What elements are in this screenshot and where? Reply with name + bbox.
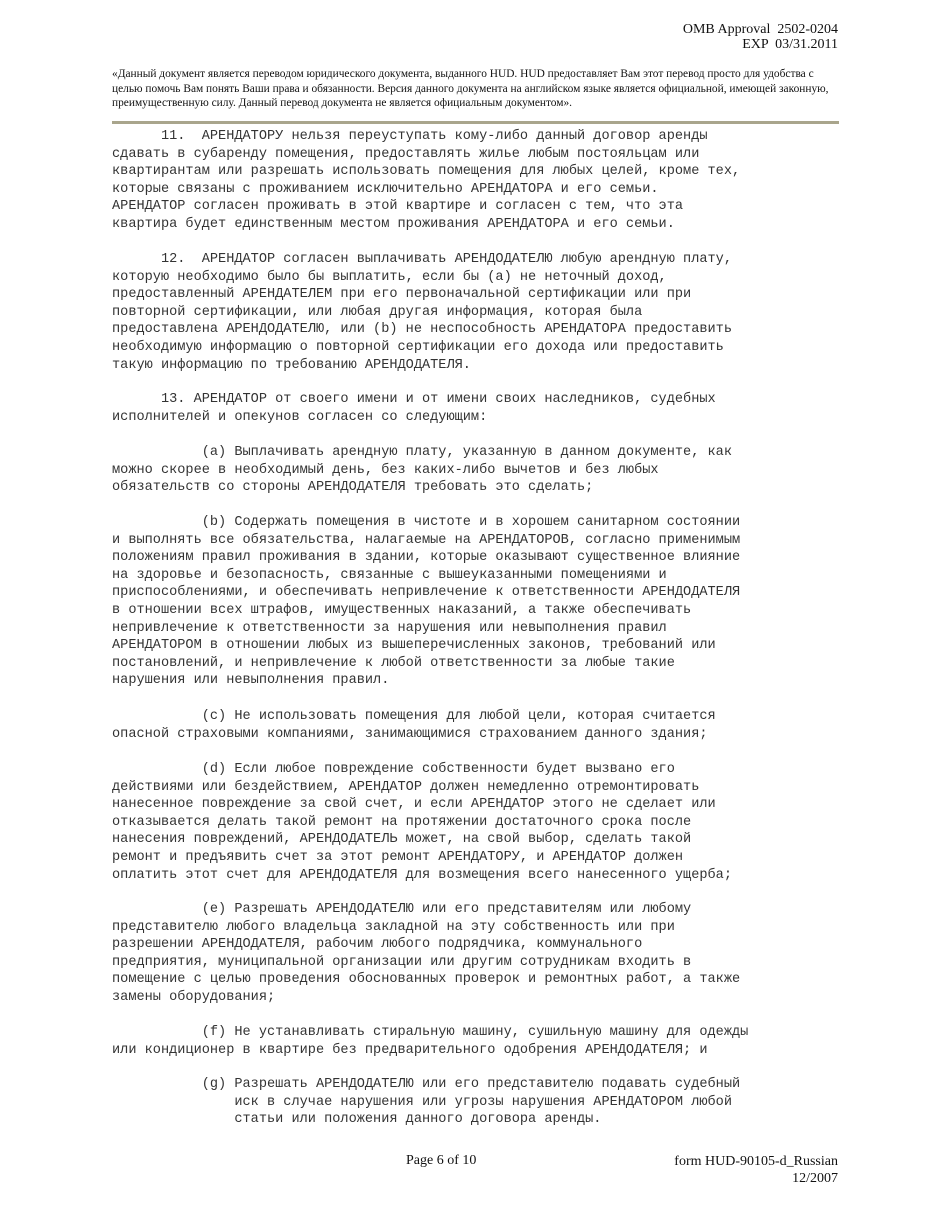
page-number: Page 6 of 10	[406, 1153, 477, 1168]
section-13-b: (b) Содержать помещения в чистоте и в хорошем санитарном состоянии и выполнять все обязательства, налагаемые на АРЕНДАТОРОВ, согласно применимым положениям правил проживания в здании, которые оказывают существенное влияние на здоровье и безопасность, связанные с вышеуказанными помещениями и приспособлениями, и обеспечивать непривлечение к ответственности АРЕНДОДАТЕЛЯ в отношении всех штрафов, имущественных наказаний, а также обеспечивать непривлечение к ответственности за нарушения или невыполнения правил АРЕНДАТОРОМ в отношении любых из вышеперечисленных законов, требований или постановлений, и непривлечение к любой ответственности за любые такие нарушения или невыполнения правил.	[112, 515, 741, 689]
omb-expiration: EXP 03/31.2011	[742, 37, 838, 52]
section-13-a: (a) Выплачивать арендную плату, указанную в данном документе, как можно скорее в необходимый день, без каких-либо вычетов и без любых обязательств со стороны АРЕНДОДАТЕЛЯ требовать это сделать;	[112, 445, 732, 496]
section-13-g: (g) Разрешать АРЕНДОДАТЕЛЮ или его представителю подавать судебный иск в случае нарушения или угрозы нарушения АРЕНДАТОРОМ любой статьи или положения данного договора аренды.	[201, 1077, 741, 1128]
section-12: 12. АРЕНДАТОР согласен выплачивать АРЕНДОДАТЕЛЮ любую арендную плату, которую необходимо было бы выплатить, если бы (a) не неточный доход, предоставленный АРЕНДАТЕЛЕМ при его первоначальной сертификации или при повторной сертификации, или любая другая информация, которая была предоставлена АРЕНДОДАТЕЛЮ, или (b) не неспособность АРЕНДАТОРА предоставить необходимую информацию о повторной сертификации его дохода или предоставить такую информацию по требованию АРЕНДОДАТЕЛЯ.	[112, 252, 732, 373]
section-13-e: (e) Разрешать АРЕНДОДАТЕЛЮ или его представителям или любому представителю любого владельца закладной на эту собственность или при разрешении АРЕНДОДАТЕЛЯ, рабочим любого подрядчика, коммунального предприятия, муниципальной организации или другим сотрудникам входить в помещение с целью проведения обоснованных проверок и ремонтных работ, а также замены оборудования;	[112, 902, 741, 1005]
form-number: form HUD-90105-d_Russian	[674, 1154, 838, 1169]
header-divider	[112, 121, 839, 124]
section-13: 13. АРЕНДАТОР от своего имени и от имени своих наследников, судебных исполнителей и опекунов согласен со следующим:	[112, 392, 716, 425]
translation-disclaimer: «Данный документ является переводом юридического документа, выданного HUD. HUD предоставляет Вам этот перевод просто для удобства с целью помочь Вам понять Ваши права и обязанности. Версия данного документа на английском языке является официальной, имеющей законную, преимущественную силу. Данный перевод документа не является официальным документом».	[112, 68, 829, 110]
omb-approval	[683, 22, 838, 52]
section-13-c: (c) Не использовать помещения для любой цели, которая считается опасной страховыми компаниями, занимающимися страхованием данного здания;	[112, 709, 716, 742]
omb-approval-number: OMB Approval 2502-0204	[682, 22, 838, 37]
form-identifier	[674, 1153, 838, 1187]
section-13-f: (f) Не устанавливать стиральную машину, сушильную машину для одежды или кондиционер в квартире без предварительного одобрения АРЕНДОДАТЕЛЯ; и	[112, 1025, 749, 1058]
section-13-d: (d) Если любое повреждение собственности будет вызвано его действиями или бездействием, АРЕНДАТОР должен немедленно отремонтировать нанесенное повреждение за свой счет, и если АРЕНДАТОР этого не сделает или отказывается делать такой ремонт на протяжении достаточного срока после нанесения повреждений, АРЕНДОДАТЕЛЬ может, на свой выбор, сделать такой ремонт и предъявить счет за этот ремонт АРЕНДАТОРУ, и АРЕНДАТОР должен оплатить этот счет для АРЕНДОДАТЕЛЯ для возмещения всего нанесенного ущерба;	[112, 762, 732, 883]
form-date: 12/2007	[792, 1171, 838, 1186]
section-11: 11. АРЕНДАТОРУ нельзя переуступать кому-либо данный договор аренды сдавать в субаренду помещения, предоставлять жилье любым постояльцам или квартирантам или разрешать использовать помещения для любых целей, кроме тех, которые связаны с проживанием исключительно АРЕНДАТОРА и его семьи. АРЕНДАТОР согласен проживать в этой квартире и согласен с тем, что эта квартира будет единственным местом проживания АРЕНДАТОРА и его семьи.	[112, 129, 741, 232]
